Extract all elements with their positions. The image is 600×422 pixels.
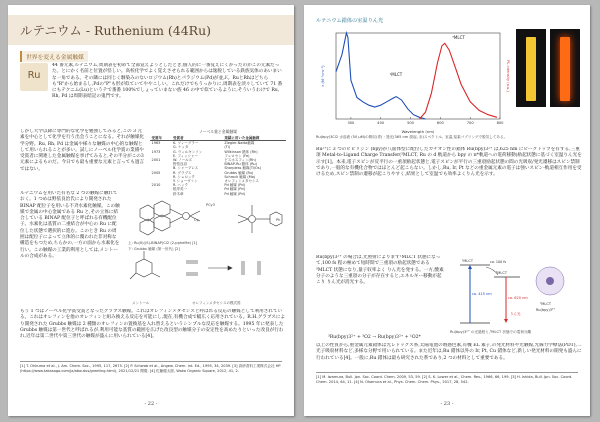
label-3mlct-2: ³MLCT	[540, 302, 551, 306]
cell	[150, 192, 172, 196]
nobel-table	[150, 129, 286, 196]
table-header: 受賞者	[172, 136, 223, 141]
cell: K. ツィーグラー	[173, 141, 199, 146]
metathesis-label: オレフィンメタセシスの模式図	[192, 301, 241, 305]
cell: 根岸英一	[173, 187, 188, 192]
catalyst-structures-figure	[124, 197, 286, 309]
cell: 鈴木章	[173, 191, 184, 196]
label-complex: Ru(bpy)3²⁺	[536, 308, 556, 312]
cell: 1963	[151, 141, 161, 146]
cell: G. ナッタ	[173, 145, 189, 150]
cell: 1973	[151, 149, 161, 154]
energy-diagram-caption: Ru(bpy)3²⁺ の光過程と,³MLCT 状態での電荷分離	[450, 330, 532, 334]
y-axis-label-left: ε (M⁻¹cm⁻¹)	[321, 65, 325, 87]
footnotes: [1] M. Iwamura, Bull. Jpn. Soc. Coord. Chem. 2009, 53, 59. [2] S. K. Lower et al., Chem. Rev., 1966, 66, 199. [3] H. Ishida, Bull. Jpn. Soc. Coord. Chem. 2014, 64, 11. [4] N. Okamura et al., Phys. Chem. Chem. Phys., 2017, 28, 542.	[316, 375, 573, 384]
label-415: ca. 415 nm	[472, 292, 492, 296]
series-line-absorption	[336, 33, 426, 119]
cell: 2010	[151, 183, 161, 188]
cell: Pd 触媒 (Pd)	[224, 191, 245, 196]
x-axis-label: Wavelength (nm)	[401, 129, 435, 134]
cell: Pd 触媒 (Pd)	[224, 183, 245, 188]
x-tick-label: 500	[407, 121, 414, 125]
annotation-3mlct: ³MLCT	[452, 35, 465, 41]
menthol-label: メントール	[132, 301, 150, 305]
intro-paragraph: 44 番元素,ルテニウム,周期表を初めて全部覚えようとしたとき,個人的に一番覚えにくかったのがこの元素だった。とにかく名前と位置が怪しい。高校化学でよく覚えさせられる範囲からは逸脱している鉄族気体のあいまいな一角である。その隣には同じく馴染みのないロジウム(Rh)とパラジウム(Pd)が並ぶ。RuとRhはどちらも"R"から始まるし,Pdの"P"も形が似ていてややこしい。これだけでもうっかりに,周期表を淡々していて 71 番にもテクニム(Lu)というテで番番 100%でしょっていまない族 46 の中で似ているように,そういうわけで Ru, Rh, Pd は周期表暗記の鬼門です。	[52, 63, 283, 100]
cell: B. シャープレス	[173, 166, 199, 171]
energy-diagram	[450, 255, 582, 329]
left-page	[8, 5, 294, 416]
body-paragraph-2: Ru(bpy)3²⁺ の場合は,光照射によりまず¹MLCT 状態になって,100 fs 程の極めて短時間で三重項の励起状態である³MLCT 状態になり,量子収率よく りん光を発する。一方,酸素分子のような三重項の分子が存在すると,エネルギー移動が起こり りん光が消光する。	[316, 255, 444, 286]
binap-caption: 上: Ru(II)((S)-BINAP)Cl2 (2-ppheMe) [1]	[128, 241, 198, 245]
cell: 2005	[151, 170, 161, 175]
table-header: 業績に用いた金属触媒	[223, 136, 286, 141]
grubbs-caption: 下: Grubbs 触媒 (第一世代) [2]	[128, 247, 180, 251]
annotation-1mlct: ¹MLCT	[389, 72, 403, 77]
table-body	[150, 136, 286, 196]
label-3mlct: ³MLCT	[496, 271, 507, 275]
cell: Ziegler-Natta触媒	[224, 141, 255, 146]
page-title: ルテニウム - Ruthenium (44Ru)	[20, 23, 212, 38]
cell: 2001	[151, 158, 161, 163]
label-100fs: ca. 100 fs	[490, 260, 507, 264]
cell: BINAP-Ru 錯体 (Ru)	[224, 162, 258, 167]
vial-photo-uv	[550, 29, 580, 107]
table-row	[150, 192, 286, 196]
cell: G. ウィルキンソン	[173, 149, 203, 154]
y-axis-label-right: PL intensity (a.u.)	[506, 60, 510, 92]
vial-photo-daylight	[516, 29, 546, 107]
x-tick-label: 700	[466, 121, 474, 125]
cell: フェロセン (Fe)	[224, 153, 250, 158]
body-paragraph-1: Ru²⁺に 3 つのビピリジン (bpy)が八面体型に配位したカチオン性の錯体 Ru(bpy)3²⁺ は,625 nm にピークトップを有する,三重項 Metal-to-Ligand Charge Transfer(³MLCT, Ru の d 軌道から bpy の π*軌道への電荷移動)励起状態に基づく室温りん光を示す[1]。本来,電子スピンが反平行の一重項励起状態と,電子スピンが平行の三重項励起状態の間の光吸収/発光遷移はスピン禁制であり,一般的な有機化合物ではほとんど起こらない。しかし,Ru, Ir, Pt などの重金属元素の電子は強いスピン-軌道相互作用を受けるため,スピン禁制の遷移が起こりやすく,結果として室温でも効率よくりん光を示す。	[316, 147, 582, 178]
emission-arrowhead	[504, 319, 508, 323]
cell: オレフィンメタセシス	[224, 179, 259, 184]
series-line-emission	[420, 43, 498, 119]
section-heading: 世界を変える金属触媒	[20, 51, 88, 62]
pcy3-label: PCy3	[206, 203, 215, 207]
cell: Y. ショーヴァン	[173, 179, 198, 184]
cell: E. フィッシャー	[173, 153, 199, 158]
cell: (Ti)	[224, 145, 231, 150]
closing-paragraph: 以上の性質から,重金属元素錯体は光レドックス系,太陽電池の増感色素,有機 EL 素子,の発光材料や光触媒,光線力学療法(PDT),二光子吸収材料など,多様な分野で用いられている。また近年は,Ru 錯体以外の Ir, Pt, Cu 錯体など,新しい発光材料の開発も盛んに行われている[4]。一般に,Ru 錯体は最も研究された系であり,2 つの材料として重要である。	[316, 343, 582, 361]
right-page	[304, 5, 590, 416]
label-phosphorescence: りん光	[510, 312, 521, 316]
label-620: ca. 620 nm	[508, 296, 528, 300]
cell: Schrock 触媒 (Mo)	[224, 174, 256, 179]
section-heading: ルテニウム錯体の室温りん光	[316, 18, 384, 24]
spectrum-chart	[318, 27, 510, 135]
ru-center	[546, 277, 554, 285]
absorption-arrowhead	[468, 265, 472, 269]
cell: W. ノールズ	[173, 158, 193, 163]
cell: R. ヘック	[173, 183, 189, 188]
footnotes: [1] T. Ohkuma et al., J. Am. Chem. Soc., 1995, 117, 2675. [2] P. Schwab et al., Angew. Chem. Int. Ed., 1995, 34, 2039. [3] 高砂香料工業株式会社 HP (https://www.takasago.com/ja/aboutus/greeting.html), 2021/12/21 閲覧. [4] 佐藤健太郎, Wako Organic Square, 2012, 41, 2.	[20, 364, 281, 373]
cy-label: Cy	[194, 218, 199, 222]
binap-ru-structure	[140, 201, 200, 235]
cell: ビスホスフィン(Rh)	[224, 158, 256, 163]
cell: 野依良治	[173, 162, 188, 167]
cell: Sharpless 触媒(Ti/Os)	[224, 166, 261, 171]
chart-caption: Ru(bpy)3Cl2 水溶液 (50 μM)の吸収(青)・発光(365 nm 励起, 赤)スペクトル。室温,窒素バブリングで脱気してある。	[316, 135, 508, 139]
body-paragraph-4: もう 1 つはノーベル化学賞受賞となったグラブス触媒。これはオレフィンメタセシスと呼ばれる反応の触媒として利用されている。これはオレフィンを他のオレフィンと組み換える反応を可能にし,現在,有機合成で幅広く応用されている。R.H.グラブスにより開発された Grubbs 触媒は 2 種類のオレフィンの置換基を入れ替えるというシンプルな反応を触媒する。1995 年に発表した Grubbs 触媒は第一世代と呼ばれるが,利用可能な基質の範囲を広げた改良型の触媒分子の安定性を高めたりといった改良が行われ,近年は第二世代や第三世代の触媒が盛んに用いられている[4]。	[20, 309, 286, 340]
metathesis-scheme	[186, 261, 260, 275]
label-1mlct: ¹MLCT	[462, 259, 473, 263]
cell: Grubbs 触媒 (Ru)	[224, 170, 254, 175]
footnote-divider	[20, 361, 282, 362]
cell: R. グラブス	[173, 170, 192, 175]
table-caption: ノーベル賞と金属触媒	[199, 129, 237, 134]
x-tick-label: 300	[347, 121, 355, 125]
page-number: - 23 -	[440, 401, 454, 407]
footnote-divider	[316, 372, 578, 373]
x-tick-label: 400	[377, 121, 385, 125]
menthol-structure	[130, 251, 160, 279]
element-icon: Ru	[20, 63, 48, 91]
chart-axes	[321, 33, 510, 134]
cell: Wilkinson 錯体 (Rh)	[224, 149, 258, 154]
table-header: 受賞年	[150, 136, 172, 141]
body-paragraph-3: ルテニウムを用いた有名な 2 つの触媒に触れておく。1 つめは野依良治氏により開発された BINAP 配位子を用いる不斉水素化触媒。この触媒で金属の中心金属である Ru と,その立体に結合している BINAP 配位子と呼ばれる有機配位子。水素化は基質の二重結合が中心の Ru に配位した状態で選択的に進む。このとき Ru の周囲は配位子によって立体的に覆われた非対称な構造をもつため,ちらかの,一方の面から水素化を行い。この触媒の工業的利用としては,メントールの合成がある。	[20, 191, 120, 259]
reaction-equation: ³Ru(bpy)3²⁺ + ³O2 → Ru(bpy)3²⁺ + ¹O2*	[328, 335, 421, 340]
chart-marks	[336, 33, 497, 119]
ph-label: Ph	[276, 218, 281, 222]
page-number: - 22 -	[144, 401, 158, 407]
body-paragraph-2: しかし大学以降に専門的な化学を勉強してみると,この 3 元素を中心として化学を行う出会うことになる。それが触媒化学分野。Ru, Rh, Pd は金属や様々な触媒の中心的な触媒として用いられることが多い。試しにノーベル化学賞の業績や受賞者に関連した金属触媒を挙げてみると,その半分がこの3元素によるものだ。今日でも最も重要な元素と言っても過言ではない。	[20, 129, 145, 172]
x-tick-label: 600	[436, 121, 444, 125]
cell: Pd 触媒 (Pd)	[224, 187, 245, 192]
x-tick-label: 800	[496, 121, 504, 125]
cell: R. シュロック	[173, 174, 195, 179]
